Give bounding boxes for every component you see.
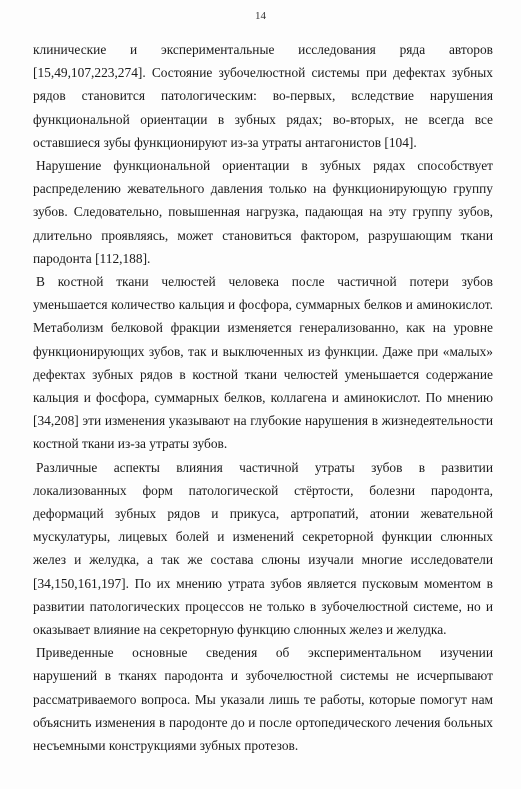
paragraph-1 (33, 38, 493, 154)
text-line: уменьшается количество кальция и фосфора, суммарных белков и аминокислот. (33, 297, 493, 313)
text-line: распределению жевательного давления только на функционирующую группу (33, 181, 493, 197)
text-line: функциональной ориентации в зубных рядах; во-вторых, не всегда все (33, 111, 493, 127)
text-line: нарушений в тканях пародонта и зубочелюстной системы не исчерпывают (33, 668, 493, 684)
text-line: оказывает влияние на секреторную функцию слюнных желез и желудка. (33, 622, 447, 638)
text-line: [15,49,107,223,274]. Состояние зубочелюстной системы при дефектах зубных (33, 65, 493, 81)
text-line: оставшиеся зубы функционируют из-за утраты антагонистов [104]. (33, 134, 417, 150)
text-line: костной ткани из-за утраты зубов. (33, 436, 228, 452)
body-text (33, 38, 493, 757)
text-line: кальция и фосфора, суммарных белков, коллагена и аминокислот. По мнению (33, 390, 493, 406)
paragraph-3 (33, 270, 493, 456)
text-line: рассматриваемого вопроса. Мы указали лишь те работы, которые помогут нам (33, 691, 493, 707)
text-line: клинические и экспериментальные исследования ряда авторов (33, 42, 493, 57)
text-line: развитии патологических процессов не только в зубочелюстной системе, но и (33, 598, 493, 614)
text-line: Метаболизм белковой фракции изменяется генерализованно, как на уровне (33, 320, 493, 336)
text-line: зубов. Следовательно, повышенная нагрузка, падающая на эту группу зубов, (33, 204, 493, 220)
text-line: объяснить изменения в пародонте до и после ортопедического лечения больных (33, 714, 493, 730)
page-number: 14 (255, 10, 266, 22)
text-line: Нарушение функциональной ориентации в зубных рядах способствует (36, 158, 493, 174)
paragraph-5 (33, 641, 493, 757)
paragraph-2 (33, 154, 493, 270)
text-line: В костной ткани челюстей человека после частичной потери зубов (36, 274, 493, 290)
text-line: несъемными конструкциями зубных протезов. (33, 738, 299, 754)
text-line: рядов становится патологическим: во-первых, вследствие нарушения (33, 88, 493, 104)
text-line: деформаций зубных рядов и прикуса, артропатий, атонии жевательной (33, 506, 493, 522)
text-line: Приведенные основные сведения об экспериментальном изучении (36, 645, 493, 661)
paragraph-4 (33, 456, 493, 642)
text-line: локализованных форм патологической стёртости, болезни пародонта, (33, 482, 493, 498)
text-line: пародонта [112,188]. (33, 250, 151, 266)
text-line: желез и желудка, а так же состава слюны изучали многие исследователи (33, 552, 493, 568)
text-line: Различные аспекты влияния частичной утраты зубов в развитии (36, 459, 493, 475)
text-line: мускулатуры, лицевых болей и изменений секреторной функции слюнных (33, 529, 493, 545)
text-line: дефектах зубных рядов в костной ткани челюстей уменьшается содержание (33, 366, 493, 382)
text-line: [34,150,161,197]. По их мнению утрата зубов является пусковым моментом в (33, 575, 493, 591)
text-line: длительно проявляясь, может становиться фактором, разрушающим ткани (33, 227, 493, 243)
text-line: [34,208] эти изменения указывают на глубокие нарушения в жизнедеятельности (33, 413, 493, 429)
text-line: функционирующих зубов, так и выключенных из функции. Даже при «малых» (33, 343, 493, 359)
